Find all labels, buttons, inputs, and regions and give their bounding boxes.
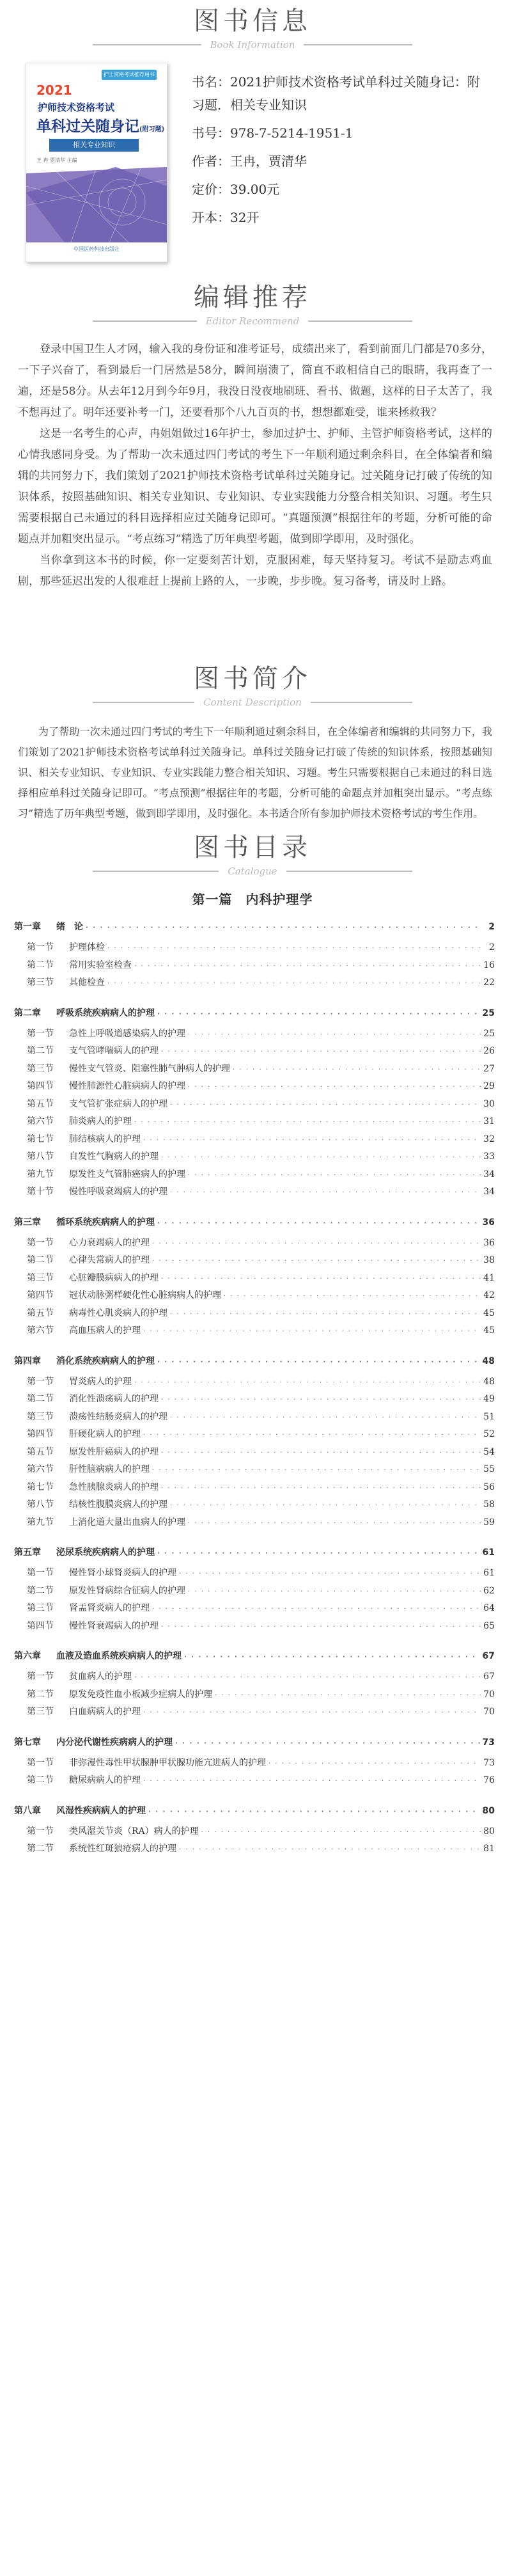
- cover-band: 相关专业知识: [49, 139, 139, 152]
- chapter-block: [14, 920, 495, 993]
- toc-section-row[interactable]: [14, 1566, 495, 1584]
- toc-page-number: 54: [483, 1446, 495, 1457]
- toc-page-number: 55: [483, 1464, 495, 1474]
- toc-title: 内分泌代谢性疾病病人的护理: [56, 1737, 173, 1748]
- toc-page-number: 80: [483, 1826, 495, 1837]
- toc-title: 原发性肾病综合征病人的护理: [69, 1585, 185, 1596]
- toc-title: 肺炎病人的护理: [69, 1116, 132, 1126]
- toc-number: 第四节: [27, 1290, 54, 1300]
- toc-section-row[interactable]: [14, 1062, 495, 1080]
- toc-number: 第六节: [27, 1464, 54, 1474]
- toc-page-number: 76: [483, 1775, 495, 1785]
- chapter-block: [14, 1649, 495, 1723]
- toc-title: 贫血病人的护理: [69, 1671, 132, 1682]
- toc-number: 第二章: [14, 1007, 41, 1018]
- toc-number: 第五章: [14, 1547, 41, 1558]
- editor-rule: [93, 315, 412, 328]
- toc-number: 第二节: [27, 1255, 54, 1265]
- editor-subtitle: Editor Recommend: [197, 315, 309, 328]
- toc-page-number: 34: [483, 1187, 495, 1197]
- toc-number: 第一节: [27, 1237, 54, 1248]
- catalogue-subtitle: Catalogue: [219, 865, 286, 878]
- toc-leader-dots: [152, 1467, 481, 1474]
- toc-section-row[interactable]: [14, 1167, 495, 1185]
- toc-leader-dots: [184, 1654, 480, 1661]
- toc-leader-dots: [170, 1311, 481, 1318]
- toc-number: 第三节: [27, 1603, 54, 1613]
- toc-section-row[interactable]: [14, 1497, 495, 1515]
- isbn-row: [192, 122, 492, 145]
- editor-paragraph: 这是一名考生的心声，冉姐姐做过16年护士，参加过护士、护师、主管护师资格考试，这样的心情我感同身受。为了帮助一次未通过四门考试的考生下一年顺利通过剩余科目，在全体编者和编辑的共同努力下，我们策划了2021护师技术资格考试单科过关随身记。过关随身记打破了传统的知识体系，按照基础知识、相关专业知识、专业知识、专业实践能力分整合相关知识、习题。考生只需要根据自己未通过的科目选择相应过关随身记即可。“真题预测”根据往年的考题，分析可能的命题点并加粗突出显示。“考点练习”精选了历年典型考题，做到即学即用，及时强化。: [18, 427, 492, 546]
- toc-page-number: 51: [483, 1411, 495, 1422]
- part-title: 第一篇 内科护理学: [192, 892, 313, 907]
- toc-title: 风湿性疾病病人的护理: [56, 1805, 146, 1816]
- intro-rule: [93, 696, 412, 709]
- catalogue-title: 图书目录: [194, 833, 311, 862]
- toc-page-number: 70: [483, 1707, 495, 1717]
- toc-section-row[interactable]: [14, 1705, 495, 1723]
- toc-title: 结核性腹膜炎病人的护理: [69, 1499, 167, 1510]
- toc-leader-dots: [134, 1674, 481, 1681]
- cover-title-suffix: (附习题): [139, 126, 165, 133]
- toc-section-row[interactable]: [14, 1044, 495, 1062]
- book-info-title: 图书信息: [194, 6, 311, 36]
- toc-number: 第七节: [27, 1134, 54, 1144]
- toc-leader-dots: [179, 1846, 481, 1853]
- toc-title: 消化系统疾病病人的护理: [56, 1355, 155, 1366]
- toc-page-number: 73: [483, 1757, 495, 1768]
- toc-title: 急性上呼吸道感染病人的护理: [69, 1028, 185, 1039]
- cover-title: [36, 115, 164, 136]
- toc-page-number: 25: [482, 1007, 495, 1018]
- book-name-label: 书名：: [192, 74, 230, 90]
- toc-leader-dots: [134, 963, 481, 970]
- toc-leader-dots: [152, 1258, 481, 1265]
- toc-chapter-row[interactable]: [14, 1215, 495, 1236]
- toc-chapter-row[interactable]: [14, 1735, 495, 1756]
- toc-page-number: 56: [483, 1482, 495, 1492]
- toc-leader-dots: [134, 1119, 481, 1126]
- toc-title: 慢性肺源性心脏病病人的护理: [69, 1081, 185, 1091]
- chapter-block: [14, 1006, 495, 1203]
- toc-number: 第三节: [27, 1272, 54, 1283]
- toc-leader-dots: [134, 1379, 481, 1386]
- toc-page-number: 25: [483, 1028, 495, 1039]
- toc-title: 原发性支气管肺癌病人的护理: [69, 1169, 185, 1180]
- toc-page-number: 42: [483, 1290, 495, 1300]
- toc-page-number: 22: [483, 977, 495, 988]
- toc-number: 第十节: [27, 1187, 54, 1197]
- toc-section-row[interactable]: [14, 1601, 495, 1619]
- toc-leader-dots: [170, 1102, 481, 1109]
- author-row: [192, 150, 492, 173]
- editor-paragraph: 当你拿到这本书的时候，你一定要刻苦计划，克服困难，每天坚持复习。考试不是励志鸡血剧，那些延迟出发的人很难赶上提前上路的人，一步晚，步步晚。复习备考，请及时上路。: [18, 554, 492, 588]
- toc-title: 冠状动脉粥样硬化性心脏病病人的护理: [69, 1290, 221, 1300]
- toc-section-row[interactable]: [14, 1480, 495, 1498]
- toc-number: 第三节: [27, 977, 54, 988]
- cover-title-main: 单科过关随身记: [36, 118, 139, 135]
- toc-leader-dots: [161, 1450, 481, 1457]
- toc-number: 第二节: [27, 1585, 54, 1596]
- toc-leader-dots: [188, 1084, 481, 1091]
- cover-year: 2021: [36, 83, 72, 98]
- toc-section-row[interactable]: [14, 1773, 495, 1791]
- toc-page-number: 29: [483, 1081, 495, 1091]
- toc-leader-dots: [170, 1414, 481, 1421]
- toc-leader-dots: [143, 1709, 481, 1716]
- toc-page-number: 52: [483, 1429, 495, 1439]
- toc-section-row[interactable]: [14, 958, 495, 976]
- toc-leader-dots: [170, 1502, 481, 1509]
- toc-leader-dots: [161, 1276, 481, 1283]
- toc-leader-dots: [157, 1011, 480, 1018]
- toc-section-row[interactable]: [14, 1445, 495, 1463]
- toc-title: 溃疡性结肠炎病人的护理: [69, 1411, 167, 1422]
- toc-number: 第三节: [27, 1707, 54, 1717]
- toc-title: 高血压病人的护理: [69, 1325, 141, 1336]
- toc-chapter-row[interactable]: [14, 1649, 495, 1670]
- toc-page-number: 48: [483, 1376, 495, 1387]
- toc-number: 第六节: [27, 1116, 54, 1126]
- toc-section-row[interactable]: [14, 1132, 495, 1150]
- toc-section-row[interactable]: [14, 1410, 495, 1428]
- toc-title: 白血病病人的护理: [69, 1707, 141, 1717]
- toc-page-number: 61: [482, 1547, 495, 1558]
- toc-page-number: 62: [483, 1585, 495, 1596]
- toc-title: 慢性支气管炎、阻塞性肺气肿病人的护理: [69, 1063, 230, 1074]
- toc-page-number: 48: [482, 1355, 495, 1366]
- toc-number: 第二节: [27, 1689, 54, 1700]
- chapter-block: [14, 1804, 495, 1860]
- toc-leader-dots: [188, 1172, 481, 1179]
- toc-page-number: 73: [482, 1737, 495, 1748]
- toc-number: 第九节: [27, 1517, 54, 1528]
- toc-title: 循环系统疾病病人的护理: [56, 1217, 155, 1228]
- toc-title: 急性胰腺炎病人的护理: [69, 1482, 159, 1492]
- toc-section-row[interactable]: [14, 1097, 495, 1115]
- toc-section-row[interactable]: [14, 1375, 495, 1393]
- toc-page-number: 64: [483, 1603, 495, 1613]
- toc-leader-dots: [157, 1220, 480, 1227]
- toc-section-row[interactable]: [14, 1584, 495, 1602]
- toc-title: 肝性脑病病人的护理: [69, 1464, 150, 1474]
- toc-number: 第二节: [27, 960, 54, 970]
- toc-number: 第一节: [27, 1826, 54, 1837]
- toc-page-number: 16: [483, 960, 495, 970]
- toc-number: 第五节: [27, 1446, 54, 1457]
- book-name-value: 2021护师技术资格考试单科过关随身记：附习题．相关专业知识: [192, 74, 480, 113]
- toc-number: 第一节: [27, 1028, 54, 1039]
- toc-page-number: 58: [483, 1499, 495, 1510]
- editor-header: [0, 281, 505, 328]
- toc-leader-dots: [188, 1031, 481, 1038]
- toc-number: 第二节: [27, 1394, 54, 1404]
- price-label: 定价：: [192, 182, 230, 197]
- toc-leader-dots: [161, 1485, 481, 1492]
- catalogue-header: [0, 832, 505, 878]
- toc-title: 支气管扩张症病人的护理: [69, 1098, 167, 1109]
- intro-header: [0, 663, 505, 709]
- toc-section-row[interactable]: [14, 1185, 495, 1203]
- toc-title: 肾盂肾炎病人的护理: [69, 1603, 150, 1613]
- toc-title: 系统性红斑狼疮病人的护理: [69, 1844, 176, 1854]
- toc-page-number: 67: [483, 1671, 495, 1682]
- toc-chapter-row[interactable]: [14, 1006, 495, 1027]
- toc-section-row[interactable]: [14, 1027, 495, 1045]
- toc-number: 第一节: [27, 1757, 54, 1768]
- toc-section-row[interactable]: [14, 1306, 495, 1324]
- toc-title: 类风湿关节炎（RA）病人的护理: [69, 1826, 199, 1837]
- toc-title: 呼吸系统疾病病人的护理: [56, 1007, 155, 1018]
- toc-title: 血液及造血系统疾病病人的护理: [56, 1651, 182, 1661]
- toc-title: 原发免疫性血小板减少症病人的护理: [69, 1689, 212, 1700]
- toc-title: 支气管哮喘病人的护理: [69, 1046, 159, 1056]
- toc-page-number: 26: [483, 1046, 495, 1056]
- toc-title: 慢性肾衰竭病人的护理: [69, 1620, 159, 1631]
- toc-page-number: 70: [483, 1689, 495, 1700]
- toc-page-number: 67: [482, 1651, 495, 1661]
- toc-title: 肝硬化病人的护理: [69, 1429, 141, 1439]
- toc-leader-dots: [161, 1154, 481, 1161]
- toc-leader-dots: [107, 945, 481, 952]
- format-row: [192, 206, 492, 229]
- intro-title: 图书简介: [194, 664, 311, 693]
- cover-publisher: 中国医药科技出版社: [74, 246, 120, 252]
- toc-number: 第一节: [27, 1568, 54, 1578]
- toc-leader-dots: [170, 1189, 481, 1196]
- toc-section-row[interactable]: [14, 1427, 495, 1445]
- toc-number: 第二节: [27, 1046, 54, 1056]
- toc-number: 第四节: [27, 1081, 54, 1091]
- isbn-value: 978-7-5214-1951-1: [230, 125, 354, 141]
- author-label: 作者：: [192, 154, 230, 169]
- toc-leader-dots: [161, 1624, 481, 1631]
- chapter-block: [14, 1735, 495, 1791]
- catalogue-list: [14, 920, 495, 1872]
- format-value: 32开: [230, 210, 260, 225]
- intro-text: [18, 722, 492, 824]
- toc-title: 非弥漫性毒性甲状腺肿甲状腺功能亢进病人的护理: [69, 1757, 266, 1768]
- book-name-row: [192, 70, 492, 116]
- toc-number: 第一节: [27, 942, 54, 952]
- toc-section-row[interactable]: [14, 1271, 495, 1289]
- chapter-block: [14, 1215, 495, 1341]
- toc-leader-dots: [179, 1570, 481, 1577]
- toc-number: 第八节: [27, 1499, 54, 1510]
- toc-title: 心律失常病人的护理: [69, 1255, 150, 1265]
- toc-page-number: 34: [483, 1169, 495, 1180]
- toc-number: 第四节: [27, 1620, 54, 1631]
- toc-section-row[interactable]: [14, 1687, 495, 1705]
- toc-chapter-row[interactable]: [14, 1545, 495, 1566]
- toc-number: 第一节: [27, 1376, 54, 1387]
- toc-leader-dots: [152, 1606, 481, 1613]
- catalogue-rule: [93, 865, 412, 878]
- toc-leader-dots: [143, 1432, 481, 1439]
- toc-number: 第三节: [27, 1411, 54, 1422]
- toc-page-number: 45: [483, 1325, 495, 1336]
- toc-title: 心力衰竭病人的护理: [69, 1237, 150, 1248]
- cover-artwork: [26, 167, 167, 242]
- toc-page-number: 38: [483, 1255, 495, 1265]
- toc-page-number: 49: [483, 1394, 495, 1404]
- toc-section-row[interactable]: [14, 1288, 495, 1306]
- toc-title: 常用实验室检查: [69, 960, 132, 970]
- price-value: 39.00元: [230, 182, 280, 197]
- toc-title: 心脏瓣膜病病人的护理: [69, 1272, 159, 1283]
- toc-title: 原发性肝癌病人的护理: [69, 1446, 159, 1457]
- toc-page-number: 59: [483, 1517, 495, 1528]
- toc-section-row[interactable]: [14, 1253, 495, 1271]
- toc-section-row[interactable]: [14, 1150, 495, 1167]
- toc-page-number: 2: [488, 922, 495, 932]
- toc-page-number: 41: [483, 1272, 495, 1283]
- book-cover[interactable]: [26, 63, 167, 262]
- toc-section-row[interactable]: [14, 1756, 495, 1774]
- toc-page-number: 61: [483, 1568, 495, 1578]
- editor-title: 编辑推荐: [194, 283, 311, 312]
- intro-paragraph: 为了帮助一次未通过四门考试的考生下一年顺利通过剩余科目，在全体编者和编辑的共同努力下，我们策划了2021护师技术资格考试单科过关随身记。单科过关随身记打破了传统的知识体系，按照基础知识、相关专业知识、专业知识、专业实践能力整合相关知识、习题。考生只需要根据自己未通过的科目选择相应单科过关随身记即可。“考点预测”根据往年的考题，分析可能的命题点并加粗突出显示。“考点练习”精选了历年典型考题，做到即学即用，及时强化。本书适合所有参加护师技术资格考试的考生作用。: [18, 725, 492, 819]
- toc-title: 肺结核病人的护理: [69, 1134, 141, 1144]
- toc-number: 第五节: [27, 1098, 54, 1109]
- toc-number: 第八节: [27, 1151, 54, 1162]
- toc-leader-dots: [143, 1778, 481, 1785]
- toc-section-row[interactable]: [14, 1392, 495, 1410]
- toc-title: 慢性呼吸衰竭病人的护理: [69, 1187, 167, 1197]
- toc-leader-dots: [161, 1048, 481, 1055]
- toc-number: 第八章: [14, 1805, 41, 1816]
- toc-title: 胃炎病人的护理: [69, 1376, 132, 1387]
- cover-badge: 护士资格考试推荐用书: [102, 70, 157, 80]
- toc-leader-dots: [107, 980, 481, 987]
- toc-title: 绪 论: [56, 922, 83, 932]
- toc-title: 病毒性心肌炎病人的护理: [69, 1308, 167, 1318]
- toc-section-row[interactable]: [14, 1670, 495, 1687]
- toc-leader-dots: [215, 1692, 481, 1699]
- intro-subtitle: Content Description: [194, 696, 311, 709]
- toc-section-row[interactable]: [14, 1462, 495, 1480]
- toc-number: 第四章: [14, 1355, 41, 1366]
- toc-leader-dots: [157, 1359, 480, 1366]
- toc-number: 第七节: [27, 1482, 54, 1492]
- toc-section-row[interactable]: [14, 940, 495, 958]
- toc-section-row[interactable]: [14, 1515, 495, 1533]
- toc-chapter-row[interactable]: [14, 920, 495, 940]
- toc-page-number: 45: [483, 1308, 495, 1318]
- price-row: [192, 178, 492, 201]
- toc-number: 第一节: [27, 1671, 54, 1682]
- toc-page-number: 32: [483, 1134, 495, 1144]
- toc-number: 第二节: [27, 1844, 54, 1854]
- toc-title: 消化性溃疡病人的护理: [69, 1394, 159, 1404]
- toc-title: 慢性肾小球肾炎病人的护理: [69, 1568, 176, 1578]
- editor-text: [18, 339, 492, 592]
- toc-leader-dots: [143, 1137, 481, 1144]
- book-info-subtitle: Book Information: [201, 38, 304, 51]
- toc-section-row[interactable]: [14, 1824, 495, 1842]
- toc-number: 第一章: [14, 922, 41, 932]
- toc-section-row[interactable]: [14, 1236, 495, 1254]
- toc-title: 上消化道大量出血病人的护理: [69, 1517, 185, 1528]
- cover-authors: 王 冉 贾清华 主编: [36, 157, 77, 163]
- format-label: 开本：: [192, 210, 230, 225]
- toc-page-number: 65: [483, 1620, 495, 1631]
- toc-leader-dots: [224, 1293, 481, 1300]
- toc-section-row[interactable]: [14, 1842, 495, 1860]
- isbn-label: 书号：: [192, 125, 230, 141]
- toc-number: 第五节: [27, 1308, 54, 1318]
- toc-section-row[interactable]: [14, 1079, 495, 1097]
- toc-page-number: 80: [482, 1805, 495, 1816]
- toc-page-number: 33: [483, 1151, 495, 1162]
- toc-title: 糖尿病病人的护理: [69, 1775, 141, 1785]
- toc-title: 护理体检: [69, 942, 105, 952]
- editor-paragraph: 登录中国卫生人才网，输入我的身份证和准考证号，成绩出来了，看到前面几门都是70多分，一下子兴奋了，看到最后一门居然是58分，瞬间崩溃了，简直不敢相信自己的眼睛，我再查了一遍，还是58分。从去年12月到今年9月，我没日没夜地刷班、看书、做题，这样的日子太苦了，我不想再过了。明年还要补考一门，还要看那个八九百页的书，想想都难受，谁来拯救我？: [18, 343, 492, 419]
- chapter-block: [14, 1354, 495, 1533]
- toc-title: 自发性气胸病人的护理: [69, 1151, 159, 1162]
- toc-page-number: 31: [483, 1116, 495, 1126]
- toc-leader-dots: [86, 924, 481, 931]
- book-info-list: [192, 70, 492, 234]
- toc-page-number: 81: [483, 1844, 495, 1854]
- toc-title: 泌尿系统疾病病人的护理: [56, 1547, 155, 1558]
- toc-leader-dots: [233, 1066, 481, 1073]
- toc-section-row[interactable]: [14, 976, 495, 993]
- toc-page-number: 36: [483, 1237, 495, 1248]
- toc-leader-dots: [175, 1740, 480, 1747]
- toc-page-number: 36: [482, 1217, 495, 1228]
- toc-leader-dots: [143, 1328, 481, 1335]
- toc-number: 第六节: [27, 1325, 54, 1336]
- toc-leader-dots: [161, 1396, 481, 1403]
- toc-leader-dots: [148, 1808, 480, 1815]
- toc-section-row[interactable]: [14, 1114, 495, 1132]
- toc-page-number: 27: [483, 1063, 495, 1074]
- cover-subtitle: 护师技术资格考试: [38, 102, 115, 113]
- toc-number: 第三章: [14, 1217, 41, 1228]
- toc-section-row[interactable]: [14, 1619, 495, 1637]
- toc-leader-dots: [188, 1520, 481, 1527]
- toc-leader-dots: [152, 1240, 481, 1247]
- toc-title: 其他检查: [69, 977, 105, 988]
- toc-number: 第七章: [14, 1737, 41, 1748]
- toc-number: 第九节: [27, 1169, 54, 1180]
- toc-number: 第二节: [27, 1775, 54, 1785]
- toc-number: 第三节: [27, 1063, 54, 1074]
- book-info-header: [0, 5, 505, 51]
- book-info-rule: [93, 38, 412, 51]
- toc-page-number: 30: [483, 1098, 495, 1109]
- toc-number: 第六章: [14, 1651, 41, 1661]
- toc-section-row[interactable]: [14, 1324, 495, 1341]
- toc-leader-dots: [268, 1760, 481, 1767]
- toc-leader-dots: [201, 1829, 481, 1836]
- toc-number: 第四节: [27, 1429, 54, 1439]
- toc-chapter-row[interactable]: [14, 1354, 495, 1375]
- toc-leader-dots: [188, 1588, 481, 1595]
- author-value: 王冉，贾清华: [230, 154, 307, 169]
- toc-chapter-row[interactable]: [14, 1804, 495, 1824]
- toc-leader-dots: [157, 1550, 480, 1557]
- chapter-block: [14, 1545, 495, 1636]
- toc-page-number: 2: [489, 942, 495, 952]
